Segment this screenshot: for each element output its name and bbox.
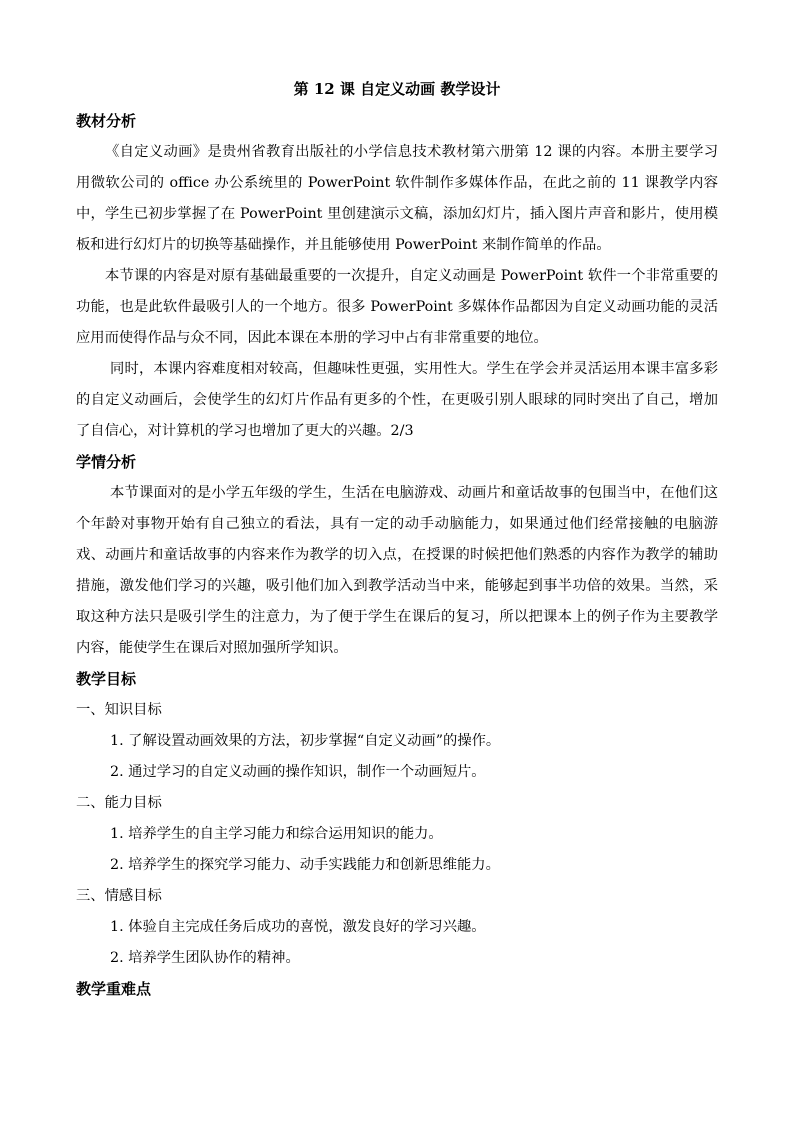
- analysis-paragraph-1: 《自定义动画》是贵州省教育出版社的小学信息技术教材第六册第 12 课的内容。本册主要学习用微软公司的 office 办公系统里的 PowerPoint 软件制作多媒体作品，在此之前的 11 课教学内容中，学生已初步掌握了在 PowerPoint 里创建演示文稿，添加幻灯片，插入图片声音和影片，使用模板和进行幻灯片的切换等基础操作，并且能够使用 PowerPoint 来制作简单的作品。: [76, 144, 718, 253]
- section-heading-keypoints: 教学重难点: [76, 980, 152, 998]
- goal-emotion-item-1: 1. 体验自主完成任务后成功的喜悦，激发良好的学习兴趣。: [110, 919, 486, 935]
- goal-emotion-label: 三、情感目标: [76, 888, 162, 904]
- section-heading-goals: 教学目标: [76, 670, 137, 688]
- goal-ability-item-2: 2. 培养学生的探究学习能力、动手实践能力和创新思维能力。: [110, 857, 500, 873]
- goal-knowledge-item-2: 2. 通过学习的自定义动画的操作知识，制作一个动画短片。: [110, 764, 486, 780]
- page-title: 第 12 课 自定义动画 教学设计: [293, 80, 501, 98]
- goal-knowledge-item-1: 1. 了解设置动画效果的方法，初步掌握“自定义动画”的操作。: [110, 733, 501, 749]
- students-paragraph-1: 本节课面对的是小学五年级的学生，生活在电脑游戏、动画片和童话故事的包围当中，在他们这个年龄对事物开始有自己独立的看法，具有一定的动手动脑能力，如果通过他们经常接触的电脑游戏、动画片和童话故事的内容来作为教学的切入点，在授课的时候把他们熟悉的内容作为教学的辅助措施，激发他们学习的兴趣，吸引他们加入到教学活动当中来，能够起到事半功倍的效果。当然，采取这种方法只是吸引学生的注意力，为了便于学生在课后的复习，所以把课本上的例子作为主要教学内容，能使学生在课后对照加强所学知识。: [76, 485, 718, 656]
- analysis-paragraph-3: 同时，本课内容难度相对较高，但趣味性更强，实用性大。学生在学会并灵活运用本课丰富多彩的自定义动画后，会使学生的幻灯片作品有更多的个性，在更吸引别人眼球的同时突出了自己，增加了自信心，对计算机的学习也增加了更大的兴趣。2/3: [76, 361, 718, 439]
- analysis-paragraph-2: 本节课的内容是对原有基础最重要的一次提升，自定义动画是 PowerPoint 软件一个非常重要的功能，也是此软件最吸引人的一个地方。很多 PowerPoint 多媒体作品都因为自定义动画功能的灵活应用而使得作品与众不同，因此本课在本册的学习中占有非常重要的地位。: [76, 268, 718, 346]
- goal-ability-item-1: 1. 培养学生的自主学习能力和综合运用知识的能力。: [110, 826, 443, 842]
- goal-emotion-item-2: 2. 培养学生团队协作的精神。: [110, 950, 300, 966]
- section-heading-analysis: 教材分析: [76, 112, 137, 130]
- goal-knowledge-label: 一、知识目标: [76, 702, 162, 718]
- goal-ability-label: 二、能力目标: [76, 795, 162, 811]
- section-heading-students: 学情分析: [76, 453, 137, 471]
